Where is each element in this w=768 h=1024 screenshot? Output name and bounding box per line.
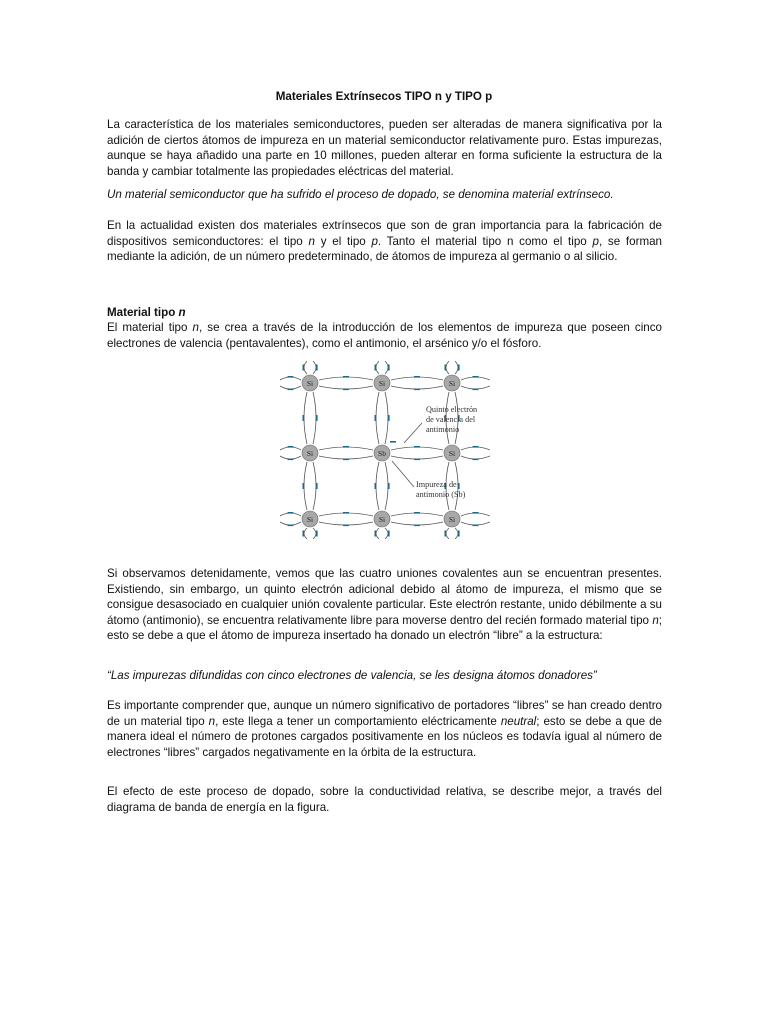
electron [414,512,420,514]
electron [473,389,479,391]
bond-line [304,528,307,539]
bond-line [313,392,316,444]
text-span: ; esto se debe a que de manera ideal el número de protones cargados positivamente en los núcleos es todavía igual al número de electrones “libres” cargados negativamente en la órbita de la estructura. [107,714,662,759]
paragraph-intro: La característica de los materiales semiconductores, pueden ser alteradas de manera significativa por la adición de ciertos átomos de impureza en un material semiconductor relativamente puro. Estas impurezas, aunque se haya añadido una parte en 10 millones, pueden alterar en forma suficiente la estructura de la banda y cambiar totalmente las propiedades eléctricas del material. [107,118,662,178]
bond-line [313,361,316,374]
paragraph-material-n [107,320,662,351]
electron [388,365,390,371]
italic-n: n [308,234,315,248]
electron [473,512,479,514]
electron [458,483,460,489]
electron [414,525,420,527]
atom-si-label: Si [448,449,456,458]
paragraph-donor-quote: “Las impurezas difundidas con cinco electrones de valencia, se les designa átomos donadores” [107,669,597,682]
atoms [302,375,460,527]
italic-n: n [192,321,199,334]
bond-line [304,392,307,444]
electron [288,376,294,378]
bond-line [313,462,316,510]
electron [375,365,377,371]
electron [473,459,479,461]
electron [458,531,460,537]
atom-si-label: Si [378,515,386,524]
electron [343,389,349,391]
bond-line [446,528,449,539]
paragraph-doping-effect: El efecto de este proceso de dopado, sobre la conductividad relativa, se describe mejor, a través del diagrama de banda de energía en la figura. [107,785,662,814]
electron [316,415,318,421]
heading-text: Material tipo [107,306,179,319]
electron [316,483,318,489]
bond-line [313,528,316,539]
italic-p: p [592,234,599,248]
figure-labels [392,405,477,499]
electron [414,389,420,391]
atom-si-label: Si [306,515,314,524]
bond-line [385,392,388,444]
atom-si-label: Si [448,515,456,524]
crystal-lattice-figure [280,361,490,539]
electron [388,483,390,489]
italic-neutral: neutral [500,714,537,728]
label-fifth-electron-3: antimonio [426,425,460,434]
bond-line [455,528,458,539]
electron [375,415,377,421]
paragraph-definition: Un material semiconductor que ha sufrido el proceso de dopado, se denomina material extrínseco. [107,188,614,201]
electron [303,531,305,537]
electron [414,376,420,378]
text-span: Si observamos detenidamente, vemos que las cuatro uniones covalentes aun se encuentran presentes. Existiendo, sin embargo, un quinto electrón adicional debido al átomo de impureza, el mismo que se consigue desasociado en cualquier unión covalente particular. Este electrón restante, unido débilmente a su átomo (antimonio), se encuentra relativamente libre para moverse dentro del recién formado material tipo [107,567,662,627]
electron [473,525,479,527]
label-impurity-2: antimonio (Sb) [416,490,466,499]
italic-n: n [652,613,659,627]
electron [388,531,390,537]
electron [288,446,294,448]
electron [414,459,420,461]
italic-p: p [371,234,378,248]
text-span: Es importante comprender que, aunque un número significativo de portadores “libres” se han creado dentro de un material tipo [107,699,662,728]
electron [343,376,349,378]
electron [303,365,305,371]
heading-italic-n: n [178,306,186,319]
label-fifth-electron-1: Quinto electrón [426,405,478,414]
paragraph-types [107,218,662,265]
electron [288,525,294,527]
electron [343,446,349,448]
electron [316,365,318,371]
label-impurity-1: Impureza de [416,480,457,489]
text-span: , se crea a través de la introducción de los elementos de impureza que poseen cinco electrones de valencia (pentavalentes), como el antimonio, el arsénico y/o el fósforo. [107,321,662,350]
electron [303,415,305,421]
electron [288,459,294,461]
bond-line [385,462,388,510]
text-span: El material tipo [107,321,193,334]
electron [375,483,377,489]
label-pointer-line [392,461,414,487]
bond-line [376,392,379,444]
bond-line [385,528,388,539]
electron [445,531,447,537]
electron [375,531,377,537]
atom-si-label: Si [378,379,386,388]
text-span: ; esto se debe a que el átomo de impureza insertado ha donado un electrón “libre” a la estructura: [107,613,662,643]
atom-si-label: Si [306,449,314,458]
page-title: Materiales Extrínsecos TIPO n y TIPO p [275,90,493,103]
text-span: y el tipo [314,234,372,248]
bond-line [304,462,307,510]
bond-line [376,462,379,510]
bond-line [385,361,388,374]
text-span: . Tanto el material tipo n como el tipo [377,234,593,248]
bond-line [376,361,379,374]
bond-line [455,361,458,374]
label-fifth-electron-2: de valencia del [426,415,476,424]
paragraph-neutral [107,698,662,760]
bond-line [376,528,379,539]
electron [458,365,460,371]
italic-n: n [208,714,216,728]
electron [288,512,294,514]
text-span: , se forman mediante la adición, de un número predeterminado, de átomos de impureza al germanio o al silicio. [107,234,662,264]
electron [414,446,420,448]
electron [473,376,479,378]
paragraph-observation [107,566,662,644]
fifth-electron [390,441,396,443]
electron [343,525,349,527]
atom-sb-label: Sb [378,449,386,458]
bond-line [446,361,449,374]
electron [473,446,479,448]
label-pointer-line [404,423,422,443]
text-span: En la actualidad existen dos materiales extrínsecos que son de gran importancia para la fabricación de dispositivos semiconductores: el tipo [107,219,662,248]
electron [388,415,390,421]
electron [445,365,447,371]
text-span: , este llega a tener un comportamiento eléctricamente [215,714,501,728]
electron [343,459,349,461]
bond-line [304,361,307,374]
electron [343,512,349,514]
atom-si-label: Si [448,379,456,388]
electron [288,389,294,391]
electron [303,483,305,489]
atom-si-label: Si [306,379,314,388]
section-heading [107,305,662,321]
electron [316,531,318,537]
